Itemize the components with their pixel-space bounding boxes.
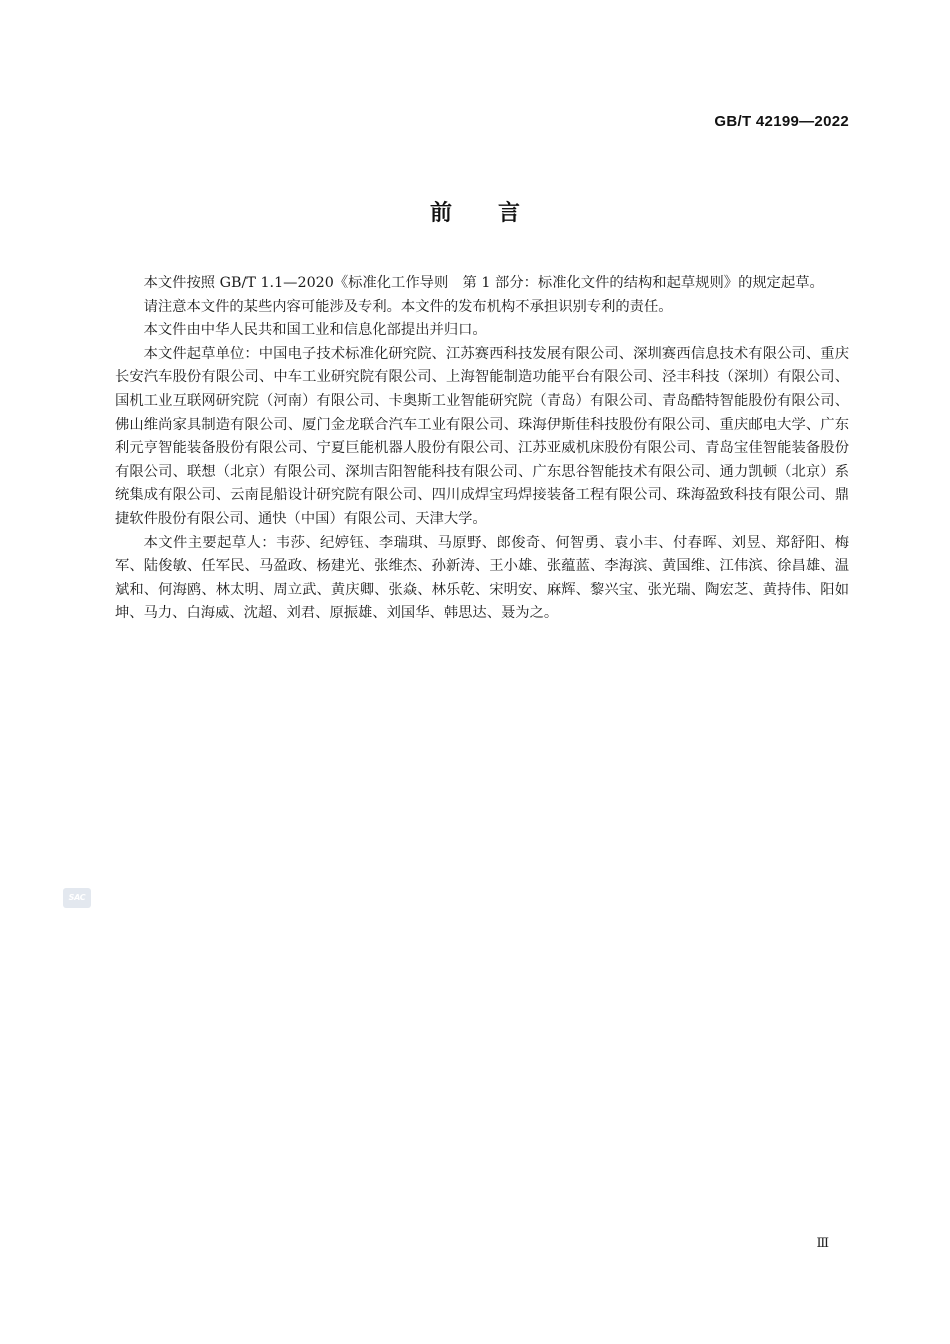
paragraph-patent-notice: 请注意本文件的某些内容可能涉及专利。本文件的发布机构不承担识别专利的责任。 (143, 298, 673, 315)
page-number: Ⅲ (816, 1236, 829, 1251)
standard-number: GB/T 42199—2022 (714, 113, 849, 130)
preface-body (115, 272, 849, 626)
sac-watermark-logo: SAC (63, 888, 91, 908)
paragraph-proposer: 本文件由中华人民共和国工业和信息化部提出并归口。 (143, 322, 487, 339)
page-title: 前言 (429, 201, 566, 226)
paragraph-drafting-rules: 本文件按照 GB/T 1.1—2020《标准化工作导则 第 1 部分：标准化文件的结构和起草规则》的规定起草。 (143, 275, 824, 291)
paragraph-drafters: 本文件主要起草人：韦莎、纪婷钰、李瑞琪、马原野、郎俊奇、何智勇、袁小丰、付春晖、刘昱、郑舒阳、梅军、陆俊敏、任军民、马盈政、杨建光、张维杰、孙新涛、王小雄、张蕴蓝、李海滨、黄国维、江伟滨、徐昌雄、温斌和、何海鸥、林太明、周立武、黄庆卿、张焱、林乐乾、宋明安、麻辉、黎兴宝、张光瑞、陶宏芝、黄持伟、阳如坤、马力、白海威、沈超、刘君、原振雄、刘国华、韩思达、聂为之。 (115, 534, 849, 622)
paragraph-drafting-units: 本文件起草单位：中国电子技术标准化研究院、江苏赛西科技发展有限公司、深圳赛西信息技术有限公司、重庆长安汽车股份有限公司、中车工业研究院有限公司、上海智能制造功能平台有限公司、泾丰科技（深圳）有限公司、国机工业互联网研究院（河南）有限公司、卡奥斯工业智能研究院（青岛）有限公司、青岛酷特智能股份有限公司、佛山维尚家具制造有限公司、厦门金龙联合汽车工业有限公司、珠海伊斯佳科技股份有限公司、重庆邮电大学、广东利元亨智能装备股份有限公司、宁夏巨能机器人股份有限公司、江苏亚威机床股份有限公司、青岛宝佳智能装备股份有限公司、联想（北京）有限公司、深圳吉阳智能科技有限公司、广东思谷智能技术有限公司、通力凯顿（北京）系统集成有限公司、云南昆船设计研究院有限公司、四川成焊宝玛焊接装备工程有限公司、珠海盈致科技有限公司、鼎捷软件股份有限公司、通快（中国）有限公司、天津大学。 (115, 345, 849, 527)
